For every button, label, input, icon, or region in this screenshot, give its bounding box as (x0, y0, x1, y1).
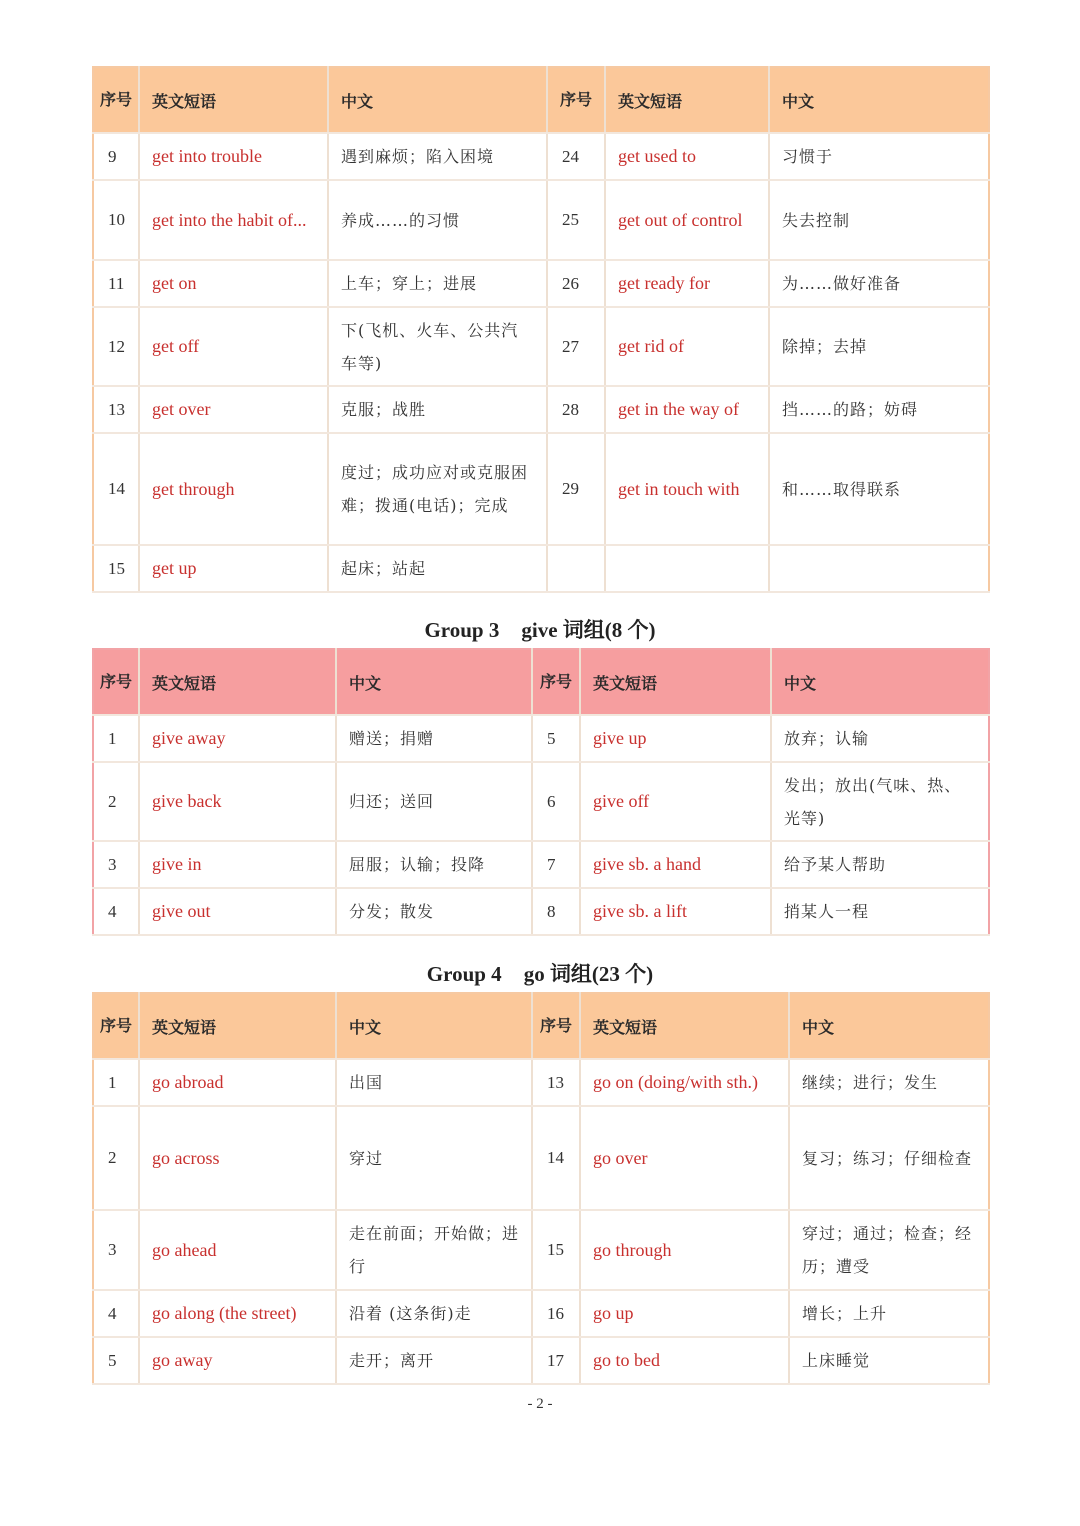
row-num: 15 (93, 545, 139, 592)
phrase-en: get rid of (605, 307, 769, 386)
phrase-cn: 上床睡觉 (789, 1337, 989, 1384)
header-num: 序号 (532, 993, 580, 1059)
phrase-en: go ahead (139, 1210, 336, 1290)
header-en: 英文短语 (580, 649, 771, 715)
phrase-en: go on (doing/with sth.) (580, 1059, 789, 1106)
row-num: 2 (93, 762, 139, 841)
phrase-cn: 出国 (336, 1059, 532, 1106)
row-num: 26 (547, 260, 605, 307)
header-cn: 中文 (771, 649, 989, 715)
row-num: 25 (547, 180, 605, 260)
row-num: 15 (532, 1210, 580, 1290)
phrase-cn: 挡……的路；妨碍 (769, 386, 989, 433)
get-phrases-table (92, 66, 990, 593)
phrase-en: go up (580, 1290, 789, 1337)
phrase-en: give sb. a lift (580, 888, 771, 935)
phrase-en: get used to (605, 133, 769, 180)
phrase-cn: 继续；进行；发生 (789, 1059, 989, 1106)
phrase-en: go over (580, 1106, 789, 1210)
phrase-cn: 分发；散发 (336, 888, 532, 935)
header-cn: 中文 (336, 649, 532, 715)
phrase-cn: 上车；穿上；进展 (328, 260, 547, 307)
header-cn: 中文 (789, 993, 989, 1059)
row-num: 14 (532, 1106, 580, 1210)
header-en: 英文短语 (605, 67, 769, 133)
phrase-cn: 捎某人一程 (771, 888, 989, 935)
header-num: 序号 (93, 649, 139, 715)
row-num: 2 (93, 1106, 139, 1210)
phrase-en: give sb. a hand (580, 841, 771, 888)
table-row (93, 1337, 989, 1384)
group4-title (0, 958, 1080, 988)
row-num: 14 (93, 433, 139, 545)
row-num: 7 (532, 841, 580, 888)
phrase-en: get up (139, 545, 328, 592)
phrase-cn: 发出；放出(气味、热、光等) (771, 762, 989, 841)
row-num: 8 (532, 888, 580, 935)
table-row (93, 1210, 989, 1290)
phrase-en: go abroad (139, 1059, 336, 1106)
header-num: 序号 (532, 649, 580, 715)
phrase-cn: 为……做好准备 (769, 260, 989, 307)
phrase-en: get over (139, 386, 328, 433)
header-num: 序号 (93, 67, 139, 133)
phrase-cn: 复习；练习；仔细检查 (789, 1106, 989, 1210)
phrase-cn: 下(飞机、火车、公共汽车等) (328, 307, 547, 386)
row-num: 11 (93, 260, 139, 307)
phrase-en: give back (139, 762, 336, 841)
table-row (93, 841, 989, 888)
table-row (93, 762, 989, 841)
table-row (93, 433, 989, 545)
header-en: 英文短语 (139, 67, 328, 133)
phrase-en: go away (139, 1337, 336, 1384)
row-num: 13 (532, 1059, 580, 1106)
phrase-en: go to bed (580, 1337, 789, 1384)
table-row (93, 180, 989, 260)
phrase-en: get in the way of (605, 386, 769, 433)
table-row (93, 1290, 989, 1337)
phrase-cn: 归还；送回 (336, 762, 532, 841)
row-num: 10 (93, 180, 139, 260)
table-row (93, 545, 989, 592)
group3-title-cn: give 词组(8 个) (521, 618, 656, 642)
row-num: 1 (93, 1059, 139, 1106)
phrase-cn: 除掉；去掉 (769, 307, 989, 386)
phrase-cn (769, 545, 989, 592)
table-row (93, 307, 989, 386)
phrase-cn: 沿着 (这条街)走 (336, 1290, 532, 1337)
phrase-en: get through (139, 433, 328, 545)
phrase-cn: 克服；战胜 (328, 386, 547, 433)
row-num: 24 (547, 133, 605, 180)
phrase-en: get into the habit of... (139, 180, 328, 260)
phrase-en: give out (139, 888, 336, 935)
row-num: 5 (93, 1337, 139, 1384)
row-num: 9 (93, 133, 139, 180)
phrase-cn: 屈服；认输；投降 (336, 841, 532, 888)
phrase-en: get ready for (605, 260, 769, 307)
row-num: 29 (547, 433, 605, 545)
group3-title (0, 614, 1080, 644)
row-num: 13 (93, 386, 139, 433)
phrase-en: get off (139, 307, 328, 386)
row-num: 1 (93, 715, 139, 762)
row-num: 3 (93, 1210, 139, 1290)
table-row (93, 1106, 989, 1210)
phrase-cn: 走开；离开 (336, 1337, 532, 1384)
phrase-en: give up (580, 715, 771, 762)
table-header-row (93, 67, 989, 133)
row-num: 27 (547, 307, 605, 386)
give-phrases-table (92, 648, 990, 936)
header-en: 英文短语 (139, 993, 336, 1059)
phrase-cn: 给予某人帮助 (771, 841, 989, 888)
table-header-row (93, 993, 989, 1059)
group4-title-cn: go 词组(23 个) (523, 962, 654, 986)
header-en: 英文短语 (139, 649, 336, 715)
row-num: 4 (93, 1290, 139, 1337)
table-row (93, 715, 989, 762)
header-num: 序号 (547, 67, 605, 133)
group4-title-en: Group 4 (426, 962, 502, 986)
row-num: 6 (532, 762, 580, 841)
phrase-en: give away (139, 715, 336, 762)
row-num: 4 (93, 888, 139, 935)
phrase-cn: 赠送；捐赠 (336, 715, 532, 762)
phrase-cn: 习惯于 (769, 133, 989, 180)
phrase-cn: 走在前面；开始做；进行 (336, 1210, 532, 1290)
header-num: 序号 (93, 993, 139, 1059)
row-num: 16 (532, 1290, 580, 1337)
phrase-cn: 穿过；通过；检查；经历；遭受 (789, 1210, 989, 1290)
phrase-en: give off (580, 762, 771, 841)
table-header-row (93, 649, 989, 715)
row-num: 5 (532, 715, 580, 762)
phrase-cn: 放弃；认输 (771, 715, 989, 762)
row-num: 17 (532, 1337, 580, 1384)
phrase-en: give in (139, 841, 336, 888)
phrase-en (605, 545, 769, 592)
page-number: - 2 - (527, 1396, 553, 1412)
row-num: 28 (547, 386, 605, 433)
phrase-cn: 增长；上升 (789, 1290, 989, 1337)
header-cn: 中文 (328, 67, 547, 133)
phrase-cn: 起床；站起 (328, 545, 547, 592)
row-num (547, 545, 605, 592)
table-row (93, 133, 989, 180)
phrase-en: get on (139, 260, 328, 307)
table-row (93, 386, 989, 433)
table-row (93, 888, 989, 935)
go-phrases-table (92, 992, 990, 1385)
phrase-cn: 失去控制 (769, 180, 989, 260)
table-row (93, 1059, 989, 1106)
phrase-en: get out of control (605, 180, 769, 260)
phrase-en: get in touch with (605, 433, 769, 545)
phrase-cn: 遇到麻烦；陷入困境 (328, 133, 547, 180)
table-row (93, 260, 989, 307)
phrase-cn: 度过；成功应对或克服困难；拨通(电话)；完成 (328, 433, 547, 545)
phrase-en: get into trouble (139, 133, 328, 180)
group3-title-en: Group 3 (424, 618, 500, 642)
header-cn: 中文 (769, 67, 989, 133)
phrase-cn: 和……取得联系 (769, 433, 989, 545)
header-en: 英文短语 (580, 993, 789, 1059)
row-num: 3 (93, 841, 139, 888)
phrase-en: go along (the street) (139, 1290, 336, 1337)
phrase-en: go across (139, 1106, 336, 1210)
phrase-en: go through (580, 1210, 789, 1290)
header-cn: 中文 (336, 993, 532, 1059)
phrase-cn: 穿过 (336, 1106, 532, 1210)
row-num: 12 (93, 307, 139, 386)
phrase-cn: 养成……的习惯 (328, 180, 547, 260)
